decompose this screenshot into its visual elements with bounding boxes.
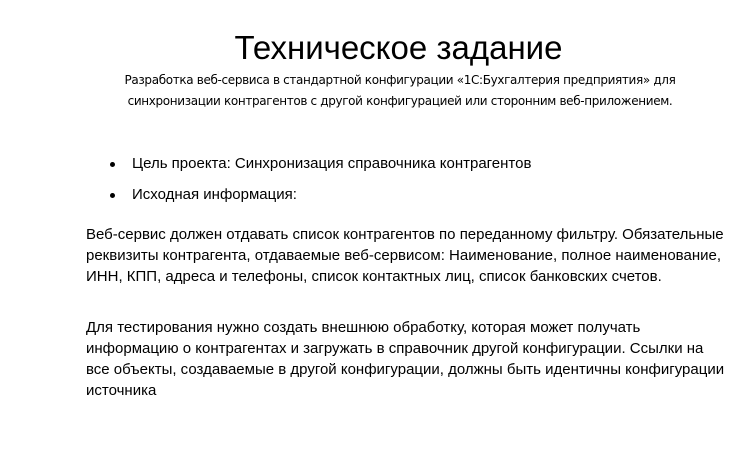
paragraph-testing: Для тестирования нужно создать внешнюю обработку, которая может получать информацию о контрагентах и загружать в справочник другой конфигурации. Ссылки на все объекты, создаваемые в другой конфигурации, должны быть идентичны конфигурации источника xyxy=(86,319,725,399)
bullet-item xyxy=(108,185,531,205)
document-title: Техническое задание xyxy=(234,29,563,66)
bullet-icon xyxy=(110,193,115,198)
bullet-text: Цель проекта: Синхронизация справочника контрагентов xyxy=(132,155,532,172)
paragraph-requirements: Веб-сервис должен отдавать список контрагентов по переданному фильтру. Обязательные реквизиты контрагента, отдаваемые веб-сервисом: Наименование, полное наименование, ИНН, КПП, адреса и телефоны, список контактных лиц, список банковских счетов. xyxy=(86,226,724,285)
bullet-text: Исходная информация: xyxy=(132,186,297,203)
document-subtitle: Разработка веб-сервиса в стандартной конфигурации «1С:Бухгалтерия предприятия» для синхронизации контрагентов с другой конфигурацией или сторонним веб-приложением. xyxy=(124,73,676,108)
bullet-list xyxy=(108,154,531,216)
bullet-item xyxy=(108,154,531,174)
bullet-icon xyxy=(110,162,115,167)
